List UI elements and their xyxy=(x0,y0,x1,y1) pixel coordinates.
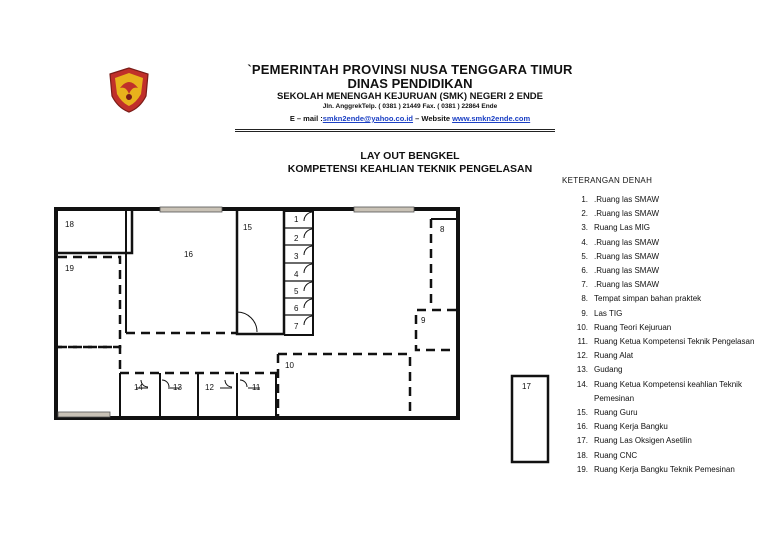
room-label-17: 17 xyxy=(522,382,531,391)
page-title: LAY OUT BENGKEL xyxy=(360,150,460,162)
legend-num: 19. xyxy=(576,464,588,474)
legend-num: 2. xyxy=(581,209,588,219)
room-label-9: 9 xyxy=(421,316,426,325)
door-swing xyxy=(237,312,257,332)
room-label-6: 6 xyxy=(294,304,299,313)
legend-text: .Ruang las SMAW xyxy=(594,266,660,276)
legend-num: 6. xyxy=(581,266,588,276)
room-label-4: 4 xyxy=(294,270,299,279)
room-label-11: 11 xyxy=(252,383,261,392)
room-label-15: 15 xyxy=(243,223,252,232)
room-label-16: 16 xyxy=(184,250,193,259)
room-label-13: 13 xyxy=(173,383,182,392)
legend-text: Ruang Kerja Bangku xyxy=(594,422,668,432)
header-line-3: SEKOLAH MENENGAH KEJURUAN (SMK) NEGERI 2 ENDE xyxy=(276,91,544,102)
legend-num: 7. xyxy=(581,280,588,290)
legend-text: Ruang Teori Kejuruan xyxy=(594,322,672,332)
legend-num: 17. xyxy=(576,436,588,446)
legend-text: Ruang Las Oksigen Asetilin xyxy=(594,436,692,446)
window xyxy=(58,412,110,417)
legend-num: 8. xyxy=(581,294,588,304)
legend-num: 4. xyxy=(581,237,588,247)
room-label-2: 2 xyxy=(294,234,299,243)
legend-title: KETERANGAN DENAH xyxy=(562,176,653,185)
legend-text: .Ruang las SMAW xyxy=(594,280,660,290)
room-label-5: 5 xyxy=(294,287,299,296)
window xyxy=(354,207,414,212)
window xyxy=(160,207,222,212)
legend-text: .Ruang las SMAW xyxy=(594,209,660,219)
legend-text: .Ruang las SMAW xyxy=(594,195,660,204)
legend-text: Gudang xyxy=(594,365,623,375)
legend-text: Tempat simpan bahan praktek xyxy=(594,294,702,304)
legend-text: Ruang Kerja Bangku Teknik Pemesinan xyxy=(594,464,735,474)
legend-num: 1. xyxy=(581,195,588,204)
legend-num: 12. xyxy=(576,351,588,361)
room-label-19: 19 xyxy=(65,264,74,273)
legend-num: 9. xyxy=(581,308,588,318)
legend-text: Ruang Guru xyxy=(594,408,638,418)
header-line-2: DINAS PENDIDIKAN xyxy=(347,76,473,91)
legend-num: 11. xyxy=(577,337,588,347)
page-subtitle: KOMPETENSI KEAHLIAN TEKNIK PENGELASAN xyxy=(287,163,533,175)
room-label-10: 10 xyxy=(285,361,294,370)
legend-num: 18. xyxy=(576,450,588,460)
legend-num: 16. xyxy=(576,422,588,432)
room-label-12: 12 xyxy=(205,383,214,392)
legend-text: Ruang Ketua Kompetensi keahlian Teknik Pemesinan xyxy=(594,379,742,403)
room-label-18: 18 xyxy=(65,220,74,229)
legend-num: 13. xyxy=(576,365,588,375)
website-prefix: – Website xyxy=(413,114,453,123)
legend-num: 3. xyxy=(581,223,588,233)
room-label-7: 7 xyxy=(294,322,299,331)
legend-text: .Ruang las SMAW xyxy=(594,237,660,247)
legend-num: 14. xyxy=(576,379,588,389)
legend-text: Ruang Ketua Kompetensi Teknik Pengelasan xyxy=(594,337,755,347)
legend-text: .Ruang las SMAW xyxy=(594,251,660,261)
room-18-wall xyxy=(58,211,132,253)
room-label-14: 14 xyxy=(134,383,143,392)
room-10-wall xyxy=(278,354,410,416)
legend-num: 10. xyxy=(576,322,588,332)
room-label-8: 8 xyxy=(440,225,445,234)
legend-num: 15. xyxy=(576,408,588,418)
legend-text: Las TIG xyxy=(594,308,623,318)
legend-text: Ruang Las MIG xyxy=(594,223,651,233)
website-link[interactable]: www.smkn2ende.com xyxy=(452,114,531,123)
legend-text: Ruang CNC xyxy=(594,450,638,460)
header-line-1: `PEMERINTAH PROVINSI NUSA TENGGARA TIMUR xyxy=(247,62,573,77)
room-label-1: 1 xyxy=(294,215,299,224)
header-address: Jln. AnggrekTelp. ( 0381 ) 21449 Fax. ( 0381 ) 22864 Ende xyxy=(322,103,498,110)
room-label-3: 3 xyxy=(294,252,299,261)
legend-num: 5. xyxy=(581,251,588,261)
email-link[interactable]: smkn2ende@yahoo.co.id xyxy=(322,114,414,123)
legend-text: Ruang Alat xyxy=(594,351,634,361)
email-prefix: E – mail : xyxy=(289,114,323,123)
